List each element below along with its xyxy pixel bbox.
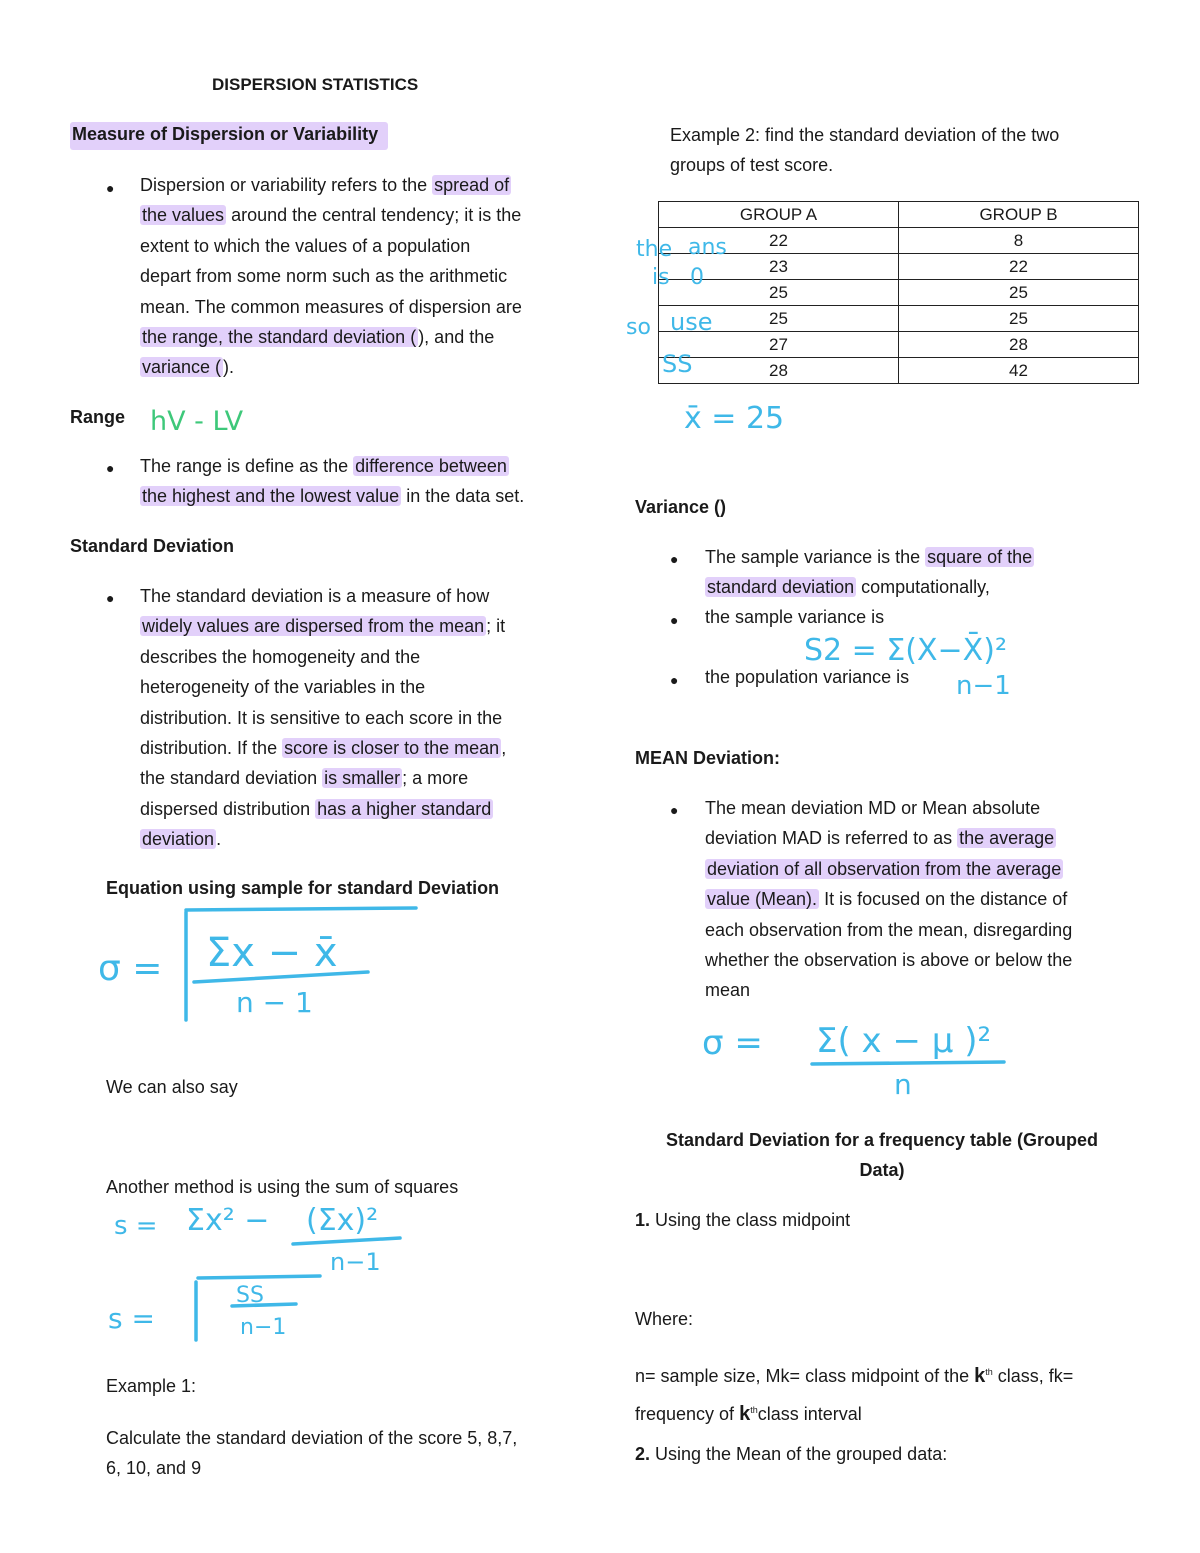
text: n= sample size, Mk= class midpoint of the <box>635 1366 975 1386</box>
equation-heading: Equation using sample for standard Deviation <box>106 878 500 898</box>
text: 6, 10, and 9 <box>106 1458 202 1479</box>
text: It is focused on the distance of <box>819 889 1068 910</box>
sd-formula-ink <box>96 900 436 1030</box>
bullet-dot: ● <box>670 672 679 688</box>
sum-of-squares-text: Another method is using the sum of squares <box>106 1177 459 1197</box>
ink-text: n−1 <box>330 1248 381 1276</box>
ss-formula-ink <box>110 1196 430 1276</box>
ink-text: SS <box>236 1283 264 1308</box>
highlight: square of the <box>927 547 1033 567</box>
highlight: has a higher standard <box>317 798 492 819</box>
text: class interval <box>757 1404 862 1424</box>
ink-text: n−1 <box>240 1315 287 1340</box>
bullet-dot: ● <box>106 180 115 196</box>
highlight: value (Mean). <box>707 889 818 910</box>
ink-text: S2 = Σ(X−X̄)² <box>804 633 1007 668</box>
cell: 8 <box>899 228 1139 254</box>
text: k <box>739 1403 751 1425</box>
ink-stroke <box>198 1276 320 1278</box>
grouped-item-1 <box>635 1210 850 1231</box>
variance-paragraph <box>705 542 1145 603</box>
text: The sample variance is the <box>705 547 926 567</box>
item-number: 1. <box>635 1210 651 1230</box>
ink-text: Σ( x − μ )² <box>816 1021 992 1061</box>
ink-text: σ = <box>702 1023 763 1063</box>
text: Example 2: find the standard deviation of the two <box>670 125 1060 145</box>
bullet-dot: ● <box>670 802 679 818</box>
text: The range is define as the <box>140 456 354 476</box>
ink-text: hV - LV <box>150 406 244 437</box>
measure-heading <box>70 124 388 145</box>
mean-deviation-heading: MEAN Deviation: <box>635 748 781 768</box>
ink-text: so <box>626 315 651 340</box>
cell: 22 <box>659 228 899 254</box>
text: mean <box>705 980 751 1001</box>
text: Standard Deviation for a frequency table (Grouped <box>665 1130 1099 1150</box>
text: The mean deviation MD or Mean absolute <box>705 798 1041 818</box>
highlight: the highest and the lowest value <box>142 486 400 507</box>
example1-text <box>106 1423 576 1484</box>
ink-text: (Σx)² <box>306 1203 379 1238</box>
table-margin-notes <box>624 228 734 388</box>
highlight: the values <box>142 205 225 226</box>
example1-label: Example 1: <box>106 1376 197 1396</box>
ink-text: SS <box>662 350 693 378</box>
sd-paragraph <box>140 581 580 855</box>
table-header-row <box>659 202 1139 228</box>
mean-deviation-formula-ink <box>700 1000 1040 1100</box>
text: ), and the <box>418 327 495 348</box>
also-say-text: We can also say <box>106 1077 238 1097</box>
range-paragraph <box>140 451 580 512</box>
ink-text: ans <box>688 235 727 260</box>
cell: 25 <box>659 280 899 306</box>
text: computationally, <box>856 577 990 598</box>
text: Dispersion or variability refers to the <box>140 175 433 195</box>
measure-paragraph <box>140 170 580 383</box>
ink-text: n <box>894 1068 912 1101</box>
text: whether the observation is above or below the <box>705 950 1073 971</box>
ink-text: x̄ = 25 <box>684 401 785 436</box>
cell: 42 <box>899 358 1139 384</box>
measure-heading-text: Measure of Dispersion or Variability <box>70 122 388 150</box>
example2-text <box>670 120 1140 181</box>
header-group-a: GROUP A <box>659 202 899 228</box>
grouped-item-2 <box>635 1444 947 1465</box>
sd-heading: Standard Deviation <box>70 536 235 556</box>
ink-text: 0 <box>690 265 704 290</box>
text: frequency of <box>635 1404 740 1424</box>
cell: 23 <box>659 254 899 280</box>
ink-text: n − 1 <box>236 986 313 1019</box>
highlight: deviation of all observation from the average <box>707 858 1062 879</box>
cell: 28 <box>659 358 899 384</box>
text: . <box>216 829 222 850</box>
text: , <box>501 738 507 759</box>
highlight: score is closer to the mean <box>284 738 500 759</box>
ink-text: s = <box>108 1302 155 1335</box>
text: Data) <box>859 1160 905 1181</box>
variance-heading: Variance () <box>635 497 727 517</box>
text: The standard deviation is a measure of how <box>140 586 490 606</box>
cell: 25 <box>899 280 1139 306</box>
highlight: spread of <box>434 175 510 195</box>
highlight: widely values are dispersed from the mean <box>142 616 485 637</box>
cell: 28 <box>899 332 1139 358</box>
text: k <box>974 1365 986 1387</box>
text: th <box>750 1405 758 1415</box>
ink-text: is <box>652 265 670 290</box>
text: extent to which the values of a population <box>140 235 471 256</box>
where-text: Where: <box>635 1309 694 1329</box>
cell: 22 <box>899 254 1139 280</box>
text: distribution. It is sensitive to each score in the <box>140 707 503 728</box>
highlight: the average <box>959 828 1055 849</box>
bullet-dot: ● <box>106 460 115 476</box>
text: deviation MAD is referred to as <box>705 828 958 849</box>
bullet-dot: ● <box>670 612 679 628</box>
text: around the central tendency; it is the <box>226 205 522 226</box>
text: describes the homogeneity and the <box>140 646 421 667</box>
page-title: DISPERSION STATISTICS <box>212 75 419 94</box>
mean-deviation-paragraph <box>705 793 1145 1006</box>
text: each observation from the mean, disregarding <box>705 919 1073 940</box>
text: distribution. If the <box>140 738 283 759</box>
highlight: is smaller <box>324 768 401 789</box>
sample-variance-text: the sample variance is <box>705 607 885 627</box>
definitions-text <box>635 1355 1135 1431</box>
ink-text: use <box>670 308 713 336</box>
ink-text: σ = <box>98 948 163 989</box>
highlight: difference between <box>355 456 507 476</box>
text: Using the Mean of the grouped data: <box>650 1444 948 1464</box>
cell: 25 <box>659 306 899 332</box>
text: th <box>985 1367 993 1377</box>
variance-formula-ink <box>800 608 1070 701</box>
cell: 25 <box>899 306 1139 332</box>
highlight: standard deviation <box>707 577 855 598</box>
highlight: deviation <box>142 829 215 850</box>
grouped-heading <box>635 1125 1129 1186</box>
highlight: the range, the standard deviation ( <box>142 327 417 348</box>
text: dispersed distribution <box>140 798 316 819</box>
highlight: variance ( <box>142 357 222 378</box>
ink-stroke <box>186 908 416 910</box>
ink-text: s = <box>114 1211 158 1241</box>
bullet-dot: ● <box>106 590 115 606</box>
ink-stroke <box>293 1238 400 1244</box>
header-group-b: GROUP B <box>899 202 1139 228</box>
population-variance-text: the population variance is <box>705 667 910 687</box>
text: Using the class midpoint <box>650 1210 851 1230</box>
range-heading: Range <box>70 407 126 427</box>
cell: 27 <box>659 332 899 358</box>
ink-text: the <box>636 237 673 262</box>
text: ). <box>223 357 235 378</box>
text: Calculate the standard deviation of the score 5, 8,7, <box>106 1428 518 1448</box>
ink-text: n−1 <box>956 671 1011 701</box>
text: depart from some norm such as the arithmetic <box>140 266 508 287</box>
ss-sqrt-ink <box>104 1270 344 1350</box>
ink-stroke <box>812 1062 1004 1064</box>
text: heterogeneity of the variables in the <box>140 677 426 698</box>
mean-ink-note <box>680 398 840 438</box>
text: in the data set. <box>401 486 525 507</box>
text: the standard deviation <box>140 768 323 789</box>
text: groups of test score. <box>670 155 834 176</box>
range-ink-note <box>148 400 268 440</box>
ink-text: Σx² − <box>186 1203 270 1238</box>
item-number: 2. <box>635 1444 651 1464</box>
bullet-dot: ● <box>670 551 679 567</box>
ink-text: Σx − x̄ <box>206 930 338 976</box>
text: ; it <box>486 616 506 637</box>
text: ; a more <box>402 768 469 789</box>
text: mean. The common measures of dispersion are <box>140 296 522 317</box>
text: class, fk= <box>992 1366 1074 1386</box>
